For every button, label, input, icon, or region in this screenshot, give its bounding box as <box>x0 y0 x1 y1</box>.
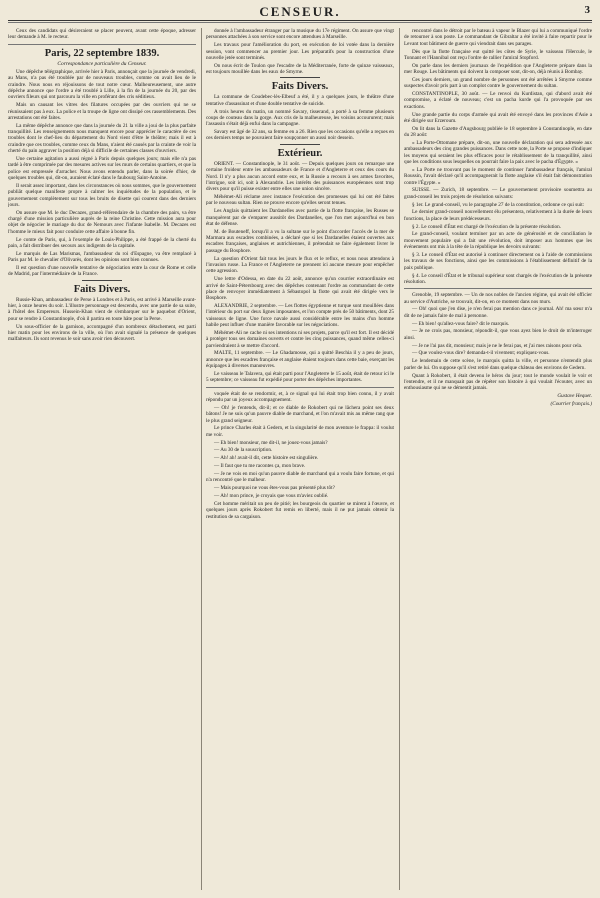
article-paragraph: Le dernier grand-conseil nouvellement élu présentera, relativement à la durée de leurs fonctions, la place de leurs prédécesseurs. <box>404 209 592 222</box>
foreign-news-item: Méhémet-Ali réclame avec instance l'exécution des promesses qui lui ont été faites par le nouveau sultan. Rien ne prouve encore qu'elles seront tenues. <box>206 194 394 207</box>
feuilleton-paragraph: Quant à Rokobert, il était devenu le héros du jour; tout le monde voulait le voir et l'entendre, et il ne manquait pas de répéter son histoire à qui voulait l'écouter, avec un enthousiasme qui ne se démentit jamais. <box>404 372 592 392</box>
column-2 <box>206 28 394 892</box>
article-paragraph: Une certaine agitation a aussi régné à Paris depuis quelques jours; mais elle n'a pas tardé à être comprimée par des mesures actives sur les murs de certains quartiers, et que la police est empressée d'arracher. Nous avons entendu parler, dans la soirée d'hier, de quelques troubles qui, dit-on, auraient éclaté dans le faubourg Saint-Antoine. <box>8 156 196 182</box>
news-item: Savary est âgé de 32 ans, sa femme en a 26. Rien que les occasions qu'elle a reçues en ces derniers temps ne pouvaient faire soupçonner un aussi noir dessein. <box>206 129 394 142</box>
header-rule <box>8 20 592 21</box>
article-paragraph: Le marquis de Las Marismas, l'ambassadeur du roi d'Espagne, va être remplacé à Paris par M. le chevalier d'Olivarès, dont les opinions sont bien connues. <box>8 250 196 264</box>
foreign-news-item: ORIENT. — Constantinople, le 31 août. — Depuis quelques jours on remarque une certaine froideur entre les ambassadeurs de France et d'Angleterre et ceux des cours du Nord. Il n'y a plus aucun accord entre eux, et la Russie a recours à ses armes favorites, l'intrigue, soit ici, soit à Alexandrie. Les intérêts des puissances européennes sont trop divers pour qu'il puisse exister entre elles une union sincère. <box>206 160 394 193</box>
column-3 <box>404 28 592 892</box>
news-item: Un sous-officier de la garnison, accompagné d'un nombreux détachement, est parti hier matin pour les environs de la ville, où l'on avait signalé la présence de quelques malfaiteurs. Ils sont revenus le soir sans avoir rien découvert. <box>8 323 196 343</box>
feuilleton-paragraph: voquée était de se rendormir, et, à ce signal qui lui était trop bien connu, il y avait répondu par un joyeux accompagnement. <box>206 390 394 403</box>
news-item: A trois heures du matin, un nommé Savary, tisserand, a porté à sa femme plusieurs coups de couteau dans la gorge. Aux cris de la malheureuse, les voisins accoururent; mais l'assassin s'était déjà enfui dans la campagne. <box>206 108 394 128</box>
column-divider <box>399 28 400 890</box>
source-note: (Courrier français.) <box>550 400 592 407</box>
article-paragraph: « La Porte-Ottomane prépare, dit-on, une nouvelle déclaration qui sera adressée aux ambassadeurs des cinq grandes puissances. Dans cette note, la Porte se propose d'indiquer les moyens qui seraient les plus efficaces pour le rétablissement de la tranquillité, ainsi que les conditions sous lesquelles on pourrait faire la paix avec le pacha d'Égypte. » <box>404 140 592 166</box>
author-signature: Gustave Hequet. <box>557 393 592 400</box>
page-header <box>8 4 592 20</box>
foreign-news-item: MALTE, 11 septembre. — Le Ghadamosse, qui a quitté Beschia il y a peu de jours, annonce que les escadres française et anglaise étaient toujours dans cette baie, exerçant les équipages à diverses manœuvres. <box>206 350 394 370</box>
foreign-news-item: M. de Bouteneff, lorsqu'il a vu la sultane sur le point d'accorder l'accès de la mer de Marmara aux escadres combinées, a déclaré que si les Dardanelles étaient ouvertes aux escadres françaises, anglaises et autrichiennes, il prétendait se faire également livrer le passage du Bosphore. <box>206 228 394 254</box>
feuilleton-paragraph: Cet homme méritait un peu de pitié; les bourgeois du quartier se mirent à l'œuvre, et quelques jours après Rokobert fut remis en liberté, mais il ne put jamais obtenir la restitution de sa cargaison. <box>206 500 394 520</box>
section-title-exterieur: Extérieur. <box>277 147 323 159</box>
foreign-news-item: ALEXANDRIE, 2 septembre. — Les flottes égyptienne et turque sont mouillées dans l'intérieur du port sur deux lignes imposantes, et l'on compte près de 50 bâtiments, dont 25 vaisseaux de ligne. Une force navale aussi considérable entre les mains d'un homme habile peut influer d'une manière favorable sur les négociations. <box>206 303 394 329</box>
feuilleton-paragraph: — Je ne vois en moi qu'un pauvre diable de marchand qui a voulu faire fortune, et qui n'a rencontré que le malheur. <box>206 470 394 484</box>
section-title: Faits Divers. <box>73 283 131 295</box>
article-paragraph: On lit dans la Gazette d'Augsbourg publiée le 18 septembre à Constantinople, en date du 28 août: <box>404 125 592 139</box>
article-paragraph: rencontré dans le détroit par le bateau à vapeur le Blazer qui lui a communiqué l'ordre de retourner à son poste. Le commandant de Gibraltar a été invité à faire repartir pour le Levant tout bâtiment de guerre qui viendrait dans ses parages. <box>404 28 592 47</box>
foreign-news-item: Le vaisseau le Talavera, qui était parti pour l'Angleterre le 15 août, était de retour ici le 5 septembre; ce vaisseau fut expédié pour porter des dépêches importantes. <box>206 370 394 384</box>
section-title-faits-divers: Faits Divers. <box>271 81 329 93</box>
article-paragraph: § 4. Le conseil d'État et le tribunal supérieur sont chargés de l'exécution de la présente résolution. <box>404 272 592 285</box>
foreign-news-item: La question d'Orient fait tous les jours le flux et le reflux, et nous nous attendons à l'invasion russe. La France et l'Angleterre ne prennent ici aucune mesure pour empêcher cette agression. <box>206 255 394 275</box>
article-paragraph: On assure que M. le duc Decazes, grand-référendaire de la chambre des pairs, va être chargé d'une mission particulière auprès de la reine Christine. Cette mission aura pour objet de négocier le mariage du duc de Nemours avec l'infante Isabelle. M. Decazes est l'homme le mieux fait pour conduire cette affaire à bonne fin. <box>8 209 196 235</box>
article-paragraph: Mais un causant les vitres des filatures occupées par des ouvriers qui ne se réunissaient pas à eux. La police et la troupe de ligne ont dissipé ces rassemblements. Des arrestations ont été faites. <box>8 102 196 121</box>
feuilleton-paragraph: — Au 30 de la souscription. <box>214 447 273 454</box>
article-paragraph: Il serait assez important, dans les circonstances où nous sommes, que le gouvernement publiât quelque manifeste propre à calmer les inquiétudes de la population, et le gouvernement complètement sur tous les bruits de disette qui courent dans des derniers jours. <box>8 182 196 208</box>
correspondence-subhead: Correspondance particulière du Censeur. <box>57 60 147 67</box>
article-paragraph: Le comte de Paris, qui, à l'exemple de Louis-Philippe, a été frappé de la cherté du pain, a fait distribuer des secours aux indigents de la capitale. <box>8 236 196 249</box>
feuilleton-paragraph: Le lendemain de cette scène, le marquis quitta la ville, et personne n'entendit plus parler de lui. On suppose qu'il s'est retiré dans quelque château des environs de Gedern. <box>404 358 592 371</box>
news-item: Russie-Khan, ambassadeur de Perse à Londres et à Paris, est arrivé à Marseille avant-hier, à onze heures du soir. L'illustre personnage est descendu, avec une partie de sa suite, à l'hôtel des Empereurs. Hussein-Khan vient de s'embarquer sur le paquebot d'Orient, pour se rendre à Constantinople, d'où il partira en toute hâte pour la Perse. <box>8 296 196 322</box>
article-paragraph: On parle dans les derniers journaux de l'expédition que l'Angleterre prépare dans la mer Rouge. Les bâtiments qui doivent la composer sont, dit-on, déjà réunis à Bombay. <box>404 62 592 76</box>
column-1 <box>8 28 196 892</box>
article-paragraph: SUISSE. — Zurich, 18 septembre. — Le gouvernement provisoire soumettra au grand-conseil les trois projets de résolution suivants: <box>404 187 592 200</box>
article-paragraph: § 1er. Le grand-conseil, vu le paragraphe 27 de la constitution, ordonne ce qui suit: <box>412 201 585 208</box>
article-paragraph: CONSTANTINOPLE, 30 août. — Le renvoi du Kurdistan, qui d'abord avait été compromise, a éclaté de nouveau; c'est un pacha kurde qui l'a provoquée par ses exactions. <box>404 91 592 110</box>
intro-paragraph: Ceux des candidats qui désireraient se placer peuvent, avant cette époque, adresser leur demande à M. le recteur. <box>8 28 196 41</box>
feuilleton-paragraph: — Oh! quoi que j'en dise, je n'en ferai pas mention dans ce journal. Ah! ma sœur m'a dit de ne jamais faire de mal à personne. <box>404 306 592 319</box>
divider <box>8 44 196 45</box>
article-paragraph: Une grande partie du corps d'armée qui avait été envoyé dans les provinces d'Asie a été dirigée sur Erzeroum. <box>404 111 592 124</box>
column-divider <box>201 28 202 890</box>
feuilleton-divider <box>404 288 592 289</box>
foreign-news-item: Méhémet-Ali ne cache ni ses intentions ni ses projets, parce qu'il est fort. Il est décidé à protéger tous ses domaines ouverts et contre les cinq puissances, quand même celles-ci parviendraient à se mettre d'accord. <box>206 329 394 349</box>
news-item: La commune de Coudebec-lès-Elbeuf a été, il y a quelques jours, le théâtre d'une tentative d'assassinat et d'une double tentative de suicide. <box>206 94 394 107</box>
feuilleton-paragraph: — Je ne l'ai pas dit, monsieur; mais je ne le ferai pas, et j'ai mes raisons pour cela. <box>412 342 583 349</box>
masthead: CENSEUR. <box>259 4 341 19</box>
article-paragraph: Le grand-conseil, voulant terminer par un acte de générosité et de conciliation le mouvement populaire qui a fait une révolution, doit imposer aux hommes que les événements ont mis à la tête de la république les devoirs suivants: <box>404 231 592 251</box>
feuilleton-paragraph: — Ah! mon prince, je croyais que vous m'aviez oublié. <box>214 492 329 499</box>
feuilleton-paragraph: — Eh bien! qu'allez-vous faire? dit le marquis. <box>412 320 510 327</box>
feuilleton-paragraph: — Je ne crois pas, monsieur, répondit-il, que vous ayez bien le droit de m'interroger ainsi. <box>404 328 592 341</box>
feuilleton-paragraph: — Il faut que tu me racontes ça, mon brave. <box>214 463 306 470</box>
section-rule <box>280 77 320 78</box>
feuilleton-paragraph: — Ah! ah! avait-il dit, cette histoire est singulière. <box>214 455 319 462</box>
article-paragraph: Dès que la flotte française eut quitté les côtes de Syrie, le vaisseau l'Hercule, le Tonnant et l'Hannibal ont reçu l'ordre de rallier l'amiral Stopford. <box>404 48 592 61</box>
article-paragraph: Une dépêche télégraphique, arrivée hier à Paris, annonçait que la journée de vendredi, au Mans, n'a pas été troublée par de nouveaux troubles, comme on avait lieu de le craindre. Nous nous en réjouissons de tout notre cœur. Malheureusement, une autre dépêche annonce que l'ordre a été troublé à Lille, à la fin de la journée du 20, par des ouvriers fileurs qui ont parcouru la ville en proférant des cris séditieux. <box>8 69 196 101</box>
dateline: Paris, 22 septembre 1839. <box>44 47 160 59</box>
feuilleton-paragraph: — Eh bien! monsieur, me dit-il, ne jouez-vous jamais? <box>214 439 328 446</box>
article-paragraph: « La Porte ne trouvant pas le moment de continuer l'ambassadeur français, l'amiral Roussin, l'avait déclaré qu'il accompagnerait la flotte anglaise s'il était fait démonstration contre l'Égypte. » <box>404 166 592 186</box>
feuilleton-divider <box>206 387 394 388</box>
article-paragraph: § 2. Le conseil d'État est chargé de l'exécution de la présente résolution. <box>412 223 561 230</box>
foreign-news-item: Les Anglais quittaient les Dardanelles avec partie de la flotte française, les Russes se manquèrent par de s'emparer aussitôt des Dardanelles, que l'on met aujourd'hui en bon état de défense. <box>206 208 394 227</box>
section-rule <box>82 280 122 281</box>
feuilleton-paragraph: — Que voulez-vous dire? demanda-t-il vivement; expliquez-vous. <box>412 350 550 357</box>
article-paragraph: Il est question d'une nouvelle tentative de négociation entre la cour de Rome et celle de Madrid, par l'intermédiaire de la France. <box>8 265 196 278</box>
article-paragraph: On nous écrit de Toulon que l'escadre de la Méditerranée, forte de quinze vaisseaux, est toujours mouillée dans les eaux de Smyrne. <box>206 62 394 76</box>
feuilleton-paragraph: — Mais pourquoi ne vous êtes-vous pas présenté plus tôt? <box>214 485 335 492</box>
page-number: 3 <box>584 4 590 16</box>
feuilleton-paragraph: Grenoble, 19 septembre. — Un de nos nobles de l'ancien régime, qui avait été officier au service d'Autriche, se trouvait, dit-on, en ce moment dans nos murs. <box>404 292 592 305</box>
article-paragraph: Les travaux pour l'amélioration du port, en exécution de loi votée dans la dernière session, vont commencer au premier jour. Les préparatifs pour la construction d'une nouvelle jetée sont terminés. <box>206 42 394 61</box>
article-paragraph: donnée à l'ambassadeur étranger par la musique du 17e régiment. On assure que vingt personnes attachées à son service sont encore attendues à Marseille. <box>206 28 394 41</box>
article-paragraph: La même dépêche annonce que dans la journée du 21 la ville a joui de la plus parfaite tranquillité. Les renseignements nous manquent encore pour apprécier le caractère de ces troubles dont le chef-lieu du département du Nord vient d'être le théâtre; mais il est à craindre que ces troubles, comme ceux du Mans, n'aient été causés par la crainte de voir la cherté du pain aggraver la position déjà si difficile de certaines classes d'ouvriers. <box>8 122 196 155</box>
foreign-news-item: Une lettre d'Odessa, en date du 22 août, annonce qu'un courrier extraordinaire est arrivé de Saint-Pétersbourg avec des dépêches contenant l'ordre au commandant de cette place de renvoyer immédiatement à Sébastopol la flotte qui avait été dirigée vers le Bosphore. <box>206 276 394 302</box>
header-rule-secondary <box>8 22 592 23</box>
feuilleton-paragraph: Le prince Charles était à Gedern, et la singularité de mon aventure le frappa: il voulut me voir. <box>206 425 394 438</box>
article-paragraph: § 3. Le conseil d'État est autorisé à continuer directement ou à l'aide de commissions les travaux de ses fonctions, ainsi que les commissions à l'établissement définitif de la paix publique. <box>404 252 592 271</box>
section-rule <box>280 144 320 145</box>
feuilleton-paragraph: — Oh! je t'entends, dit-il; et ce diable de Rokobert qui ne lâchera point ses deux bâtons! Je ne suis qu'un pauvre diable de marchand, et l'on m'avait mis au même rang que le plus grand seigneur. <box>206 404 394 424</box>
article-paragraph: Ces jours derniers, un grand nombre de personnes ont été arrêtées à Smyrne comme suspectes d'avoir pris part à un complot contre le gouvernement du sultan. <box>404 76 592 90</box>
